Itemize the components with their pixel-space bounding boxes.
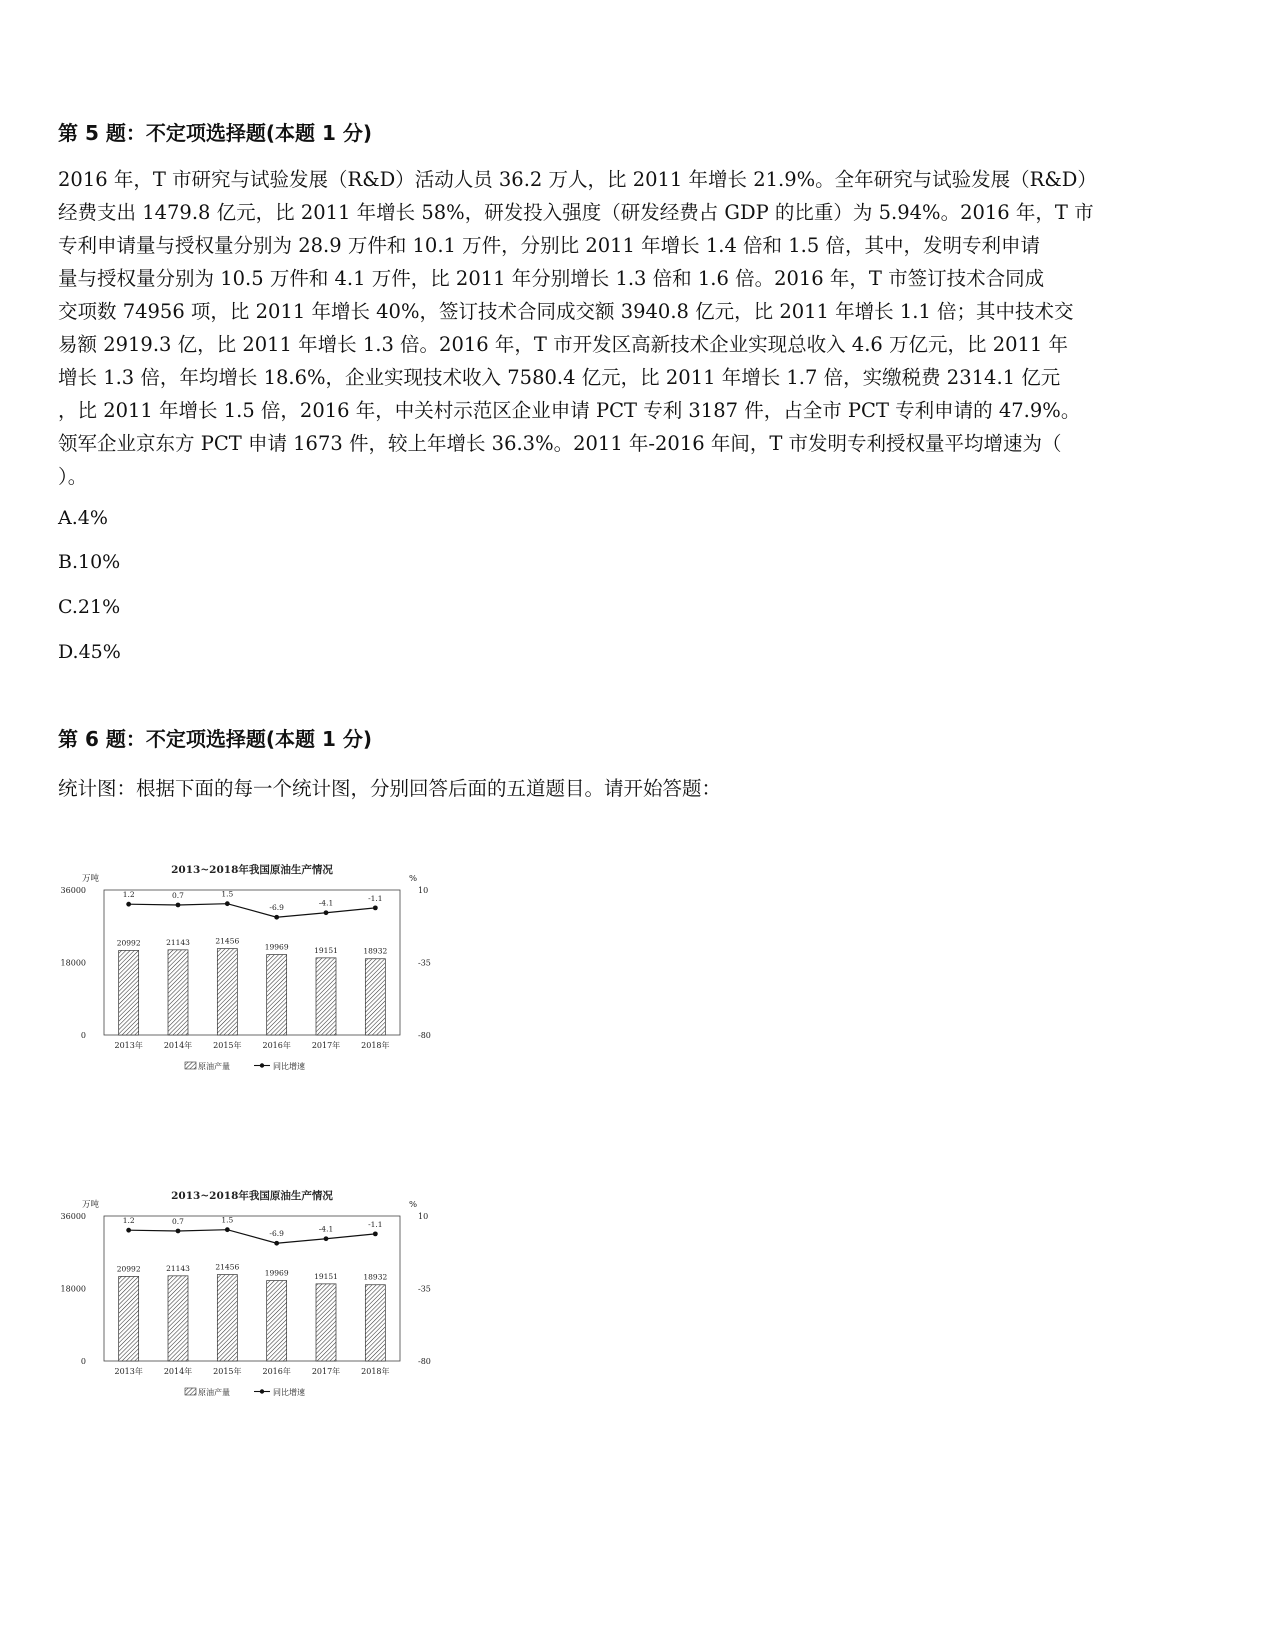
question-6-title: 第 6 题：不定项选择题(本题 1 分) xyxy=(58,727,372,751)
growth-value-label: 1.2 xyxy=(122,1216,135,1226)
passage-line: 专利申请量与授权量分别为 28.9 万件和 10.1 万件，分别比 2011 年增长 1.4 倍和 1.5 倍，其中，发明专利申请 xyxy=(58,234,1040,257)
growth-value-label: -4.1 xyxy=(318,1224,334,1234)
growth-value-label: -1.1 xyxy=(368,893,383,903)
bar-2014年 xyxy=(168,950,188,1035)
bar-2017年 xyxy=(316,1284,336,1361)
x-tick-label: 2014年 xyxy=(163,1041,193,1050)
question-6-intro: 统计图：根据下面的每一个统计图，分别回答后面的五道题目。请开始答题： xyxy=(58,777,722,800)
growth-point xyxy=(225,901,230,906)
left-tick-label: 36000 xyxy=(60,886,86,895)
growth-value-label: -6.9 xyxy=(269,1229,284,1239)
x-tick-label: 2017年 xyxy=(311,1367,341,1376)
bar-2016年 xyxy=(267,955,287,1035)
option-d[interactable]: D.45% xyxy=(58,641,121,663)
legend-bar-swatch xyxy=(185,1388,196,1395)
x-tick-label: 2015年 xyxy=(213,1367,242,1376)
passage-line: ）。 xyxy=(58,465,88,488)
growth-value-label: -1.1 xyxy=(368,1219,383,1229)
chart-title: 2013~2018年我国原油生产情况 xyxy=(171,1190,333,1202)
bar-value-label: 19151 xyxy=(314,945,338,955)
legend-line-label: 同比增速 xyxy=(273,1062,305,1071)
bar-value-label: 21456 xyxy=(215,936,240,946)
passage-line: 量与授权量分别为 10.5 万件和 4.1 万件，比 2011 年分别增长 1.3 倍和 1.6 倍。2016 年，T 市签订技术合同成 xyxy=(58,267,1045,290)
right-tick-label: 10 xyxy=(418,1212,429,1221)
right-axis-unit: % xyxy=(409,1200,418,1210)
left-tick-label: 18000 xyxy=(60,958,86,968)
growth-value-label: -6.9 xyxy=(269,903,284,913)
growth-point xyxy=(176,903,181,908)
growth-line xyxy=(129,904,376,918)
right-tick-label: -80 xyxy=(418,1357,431,1366)
bar-value-label: 19969 xyxy=(264,942,289,952)
growth-point xyxy=(373,905,378,910)
bar-2015年 xyxy=(217,1275,237,1361)
bar-2013年 xyxy=(119,1276,139,1361)
bar-value-label: 21143 xyxy=(166,1263,190,1273)
bar-value-label: 18932 xyxy=(363,946,388,956)
option-c[interactable]: C.21% xyxy=(58,596,121,618)
option-a[interactable]: A.4% xyxy=(58,507,108,529)
x-tick-label: 2013年 xyxy=(114,1041,143,1050)
passage-line: 易额 2919.3 亿，比 2011 年增长 1.3 倍。2016 年，T 市开发区高新技术企业实现总收入 4.6 万亿元，比 2011 年 xyxy=(58,333,1069,356)
growth-value-label: 0.7 xyxy=(172,1216,184,1226)
crude-oil-chart-2 xyxy=(54,1174,449,1404)
bar-2018年 xyxy=(365,1285,385,1361)
crude-oil-chart-1 xyxy=(54,848,449,1078)
legend-bar-label: 原油产量 xyxy=(198,1388,230,1397)
question-5-title: 第 5 题：不定项选择题(本题 1 分) xyxy=(58,121,372,145)
right-axis-unit: % xyxy=(409,874,418,884)
passage-line: 2016 年，T 市研究与试验发展（R&D）活动人员 36.2 万人，比 2011 年增长 21.9%。全年研究与试验发展（R&D） xyxy=(58,168,1097,191)
legend-line-marker xyxy=(260,1063,264,1067)
growth-point xyxy=(176,1229,181,1234)
bar-value-label: 20992 xyxy=(116,938,141,948)
x-tick-label: 2016年 xyxy=(262,1367,291,1376)
bar-value-label: 21143 xyxy=(166,937,190,947)
bar-value-label: 18932 xyxy=(363,1272,388,1282)
growth-point xyxy=(324,910,329,915)
x-tick-label: 2017年 xyxy=(311,1041,341,1050)
bar-2015年 xyxy=(217,949,237,1035)
growth-point xyxy=(324,1236,329,1241)
x-tick-label: 2018年 xyxy=(361,1041,390,1050)
bar-value-label: 20992 xyxy=(116,1264,141,1274)
plot-frame xyxy=(104,890,400,1035)
passage-line: 交项数 74956 项，比 2011 年增长 40%，签订技术合同成交额 3940.8 亿元，比 2011 年增长 1.1 倍；其中技术交 xyxy=(58,300,1074,323)
legend-bar-label: 原油产量 xyxy=(198,1062,230,1071)
right-tick-label: -35 xyxy=(418,1284,431,1294)
left-tick-label: 18000 xyxy=(60,1284,86,1294)
x-tick-label: 2016年 xyxy=(262,1041,291,1050)
x-tick-label: 2014年 xyxy=(163,1367,193,1376)
right-tick-label: -35 xyxy=(418,958,431,968)
plot-frame xyxy=(104,1216,400,1361)
growth-value-label: 1.5 xyxy=(221,1215,234,1225)
x-tick-label: 2015年 xyxy=(213,1041,242,1050)
left-tick-label: 0 xyxy=(80,1031,86,1040)
bar-2014年 xyxy=(168,1276,188,1361)
growth-line xyxy=(129,1230,376,1244)
x-tick-label: 2018年 xyxy=(361,1367,390,1376)
x-tick-label: 2013年 xyxy=(114,1367,143,1376)
growth-value-label: 0.7 xyxy=(172,890,184,900)
left-axis-unit: 万吨 xyxy=(82,874,100,884)
bar-value-label: 19969 xyxy=(264,1268,289,1278)
right-tick-label: -80 xyxy=(418,1031,431,1040)
growth-point xyxy=(274,915,279,920)
left-tick-label: 36000 xyxy=(60,1212,86,1221)
passage-line: ，比 2011 年增长 1.5 倍，2016 年，中关村示范区企业申请 PCT 专利 3187 件，占全市 PCT 专利申请的 47.9%。 xyxy=(58,399,1081,422)
growth-value-label: 1.2 xyxy=(122,890,135,900)
passage-line: 增长 1.3 倍，年均增长 18.6%，企业实现技术收入 7580.4 亿元，比 2011 年增长 1.7 倍，实缴税费 2314.1 亿元 xyxy=(58,366,1061,389)
bar-2013年 xyxy=(119,950,139,1035)
bar-2016年 xyxy=(267,1281,287,1361)
bar-value-label: 21456 xyxy=(215,1262,240,1272)
bar-value-label: 19151 xyxy=(314,1271,338,1281)
chart-title: 2013~2018年我国原油生产情况 xyxy=(171,864,333,876)
left-tick-label: 0 xyxy=(80,1357,86,1366)
right-tick-label: 10 xyxy=(418,886,429,895)
growth-point xyxy=(373,1231,378,1236)
growth-point xyxy=(274,1241,279,1246)
legend-line-marker xyxy=(260,1389,264,1393)
bar-2018年 xyxy=(365,959,385,1035)
growth-point xyxy=(126,902,131,907)
legend-line-label: 同比增速 xyxy=(273,1388,305,1397)
bar-2017年 xyxy=(316,958,336,1035)
growth-point xyxy=(225,1227,230,1232)
left-axis-unit: 万吨 xyxy=(82,1200,100,1210)
legend-bar-swatch xyxy=(185,1062,196,1069)
growth-value-label: -4.1 xyxy=(318,898,334,908)
growth-value-label: 1.5 xyxy=(221,889,234,899)
passage-line: 经费支出 1479.8 亿元，比 2011 年增长 58%，研发投入强度（研发经费占 GDP 的比重）为 5.94%。2016 年，T 市 xyxy=(58,201,1094,224)
passage-line: 领军企业京东方 PCT 申请 1673 件，较上年增长 36.3%。2011 年-2016 年间，T 市发明专利授权量平均增速为（ xyxy=(58,432,1062,455)
growth-point xyxy=(126,1228,131,1233)
option-b[interactable]: B.10% xyxy=(58,551,121,573)
